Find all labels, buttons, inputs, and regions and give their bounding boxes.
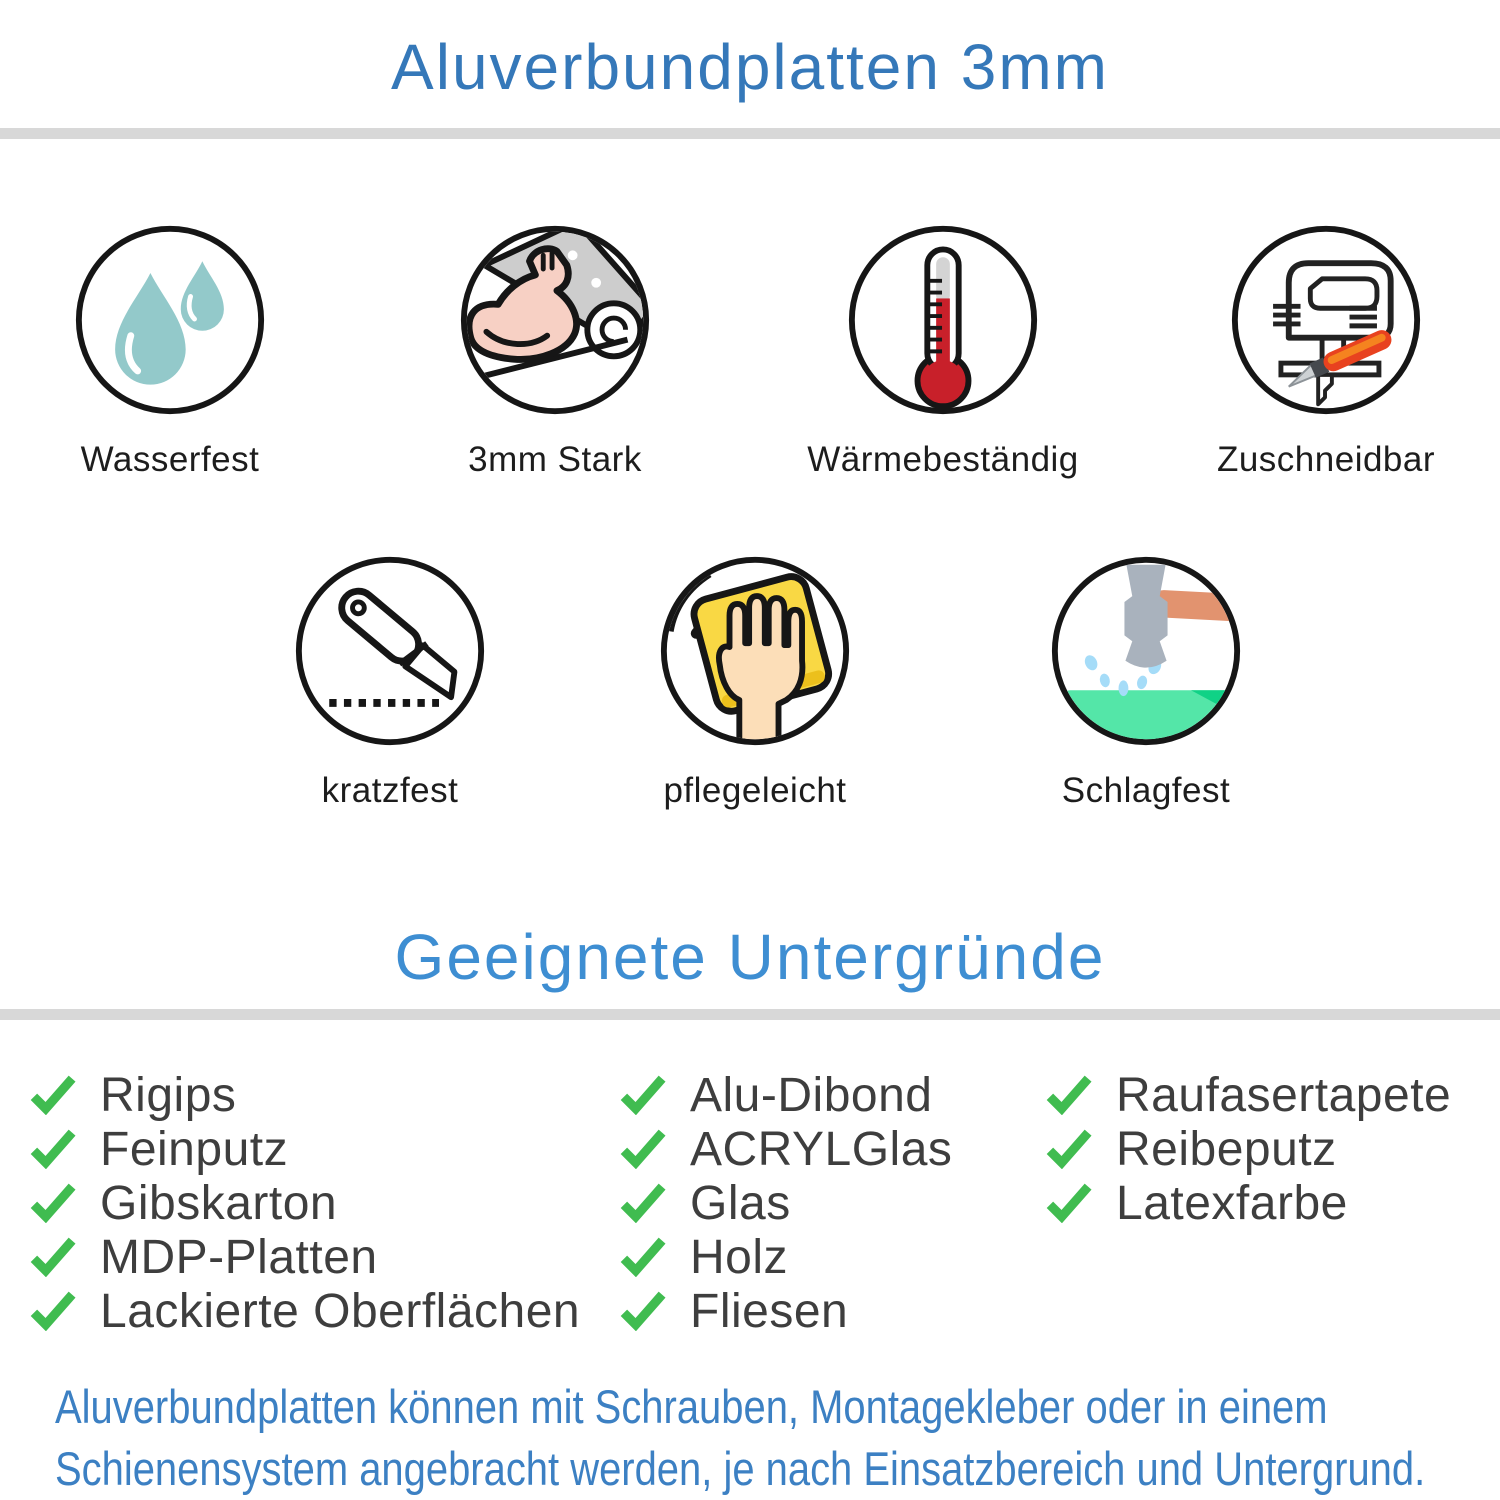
- thermometer-icon: [845, 222, 1041, 418]
- check-icon: [620, 1129, 666, 1169]
- checklist-item: [620, 1230, 952, 1284]
- footer-line-1: Aluverbundplatten können mit Schrauben, Montagekleber oder in einem: [55, 1380, 1328, 1433]
- divider-middle: [0, 1009, 1500, 1020]
- check-icon: [620, 1237, 666, 1277]
- utility-knife-icon: [292, 553, 488, 749]
- divider-top: [0, 128, 1500, 139]
- checklist-item: [30, 1122, 580, 1176]
- section-title-untergruende: Geeignete Untergründe: [394, 921, 1106, 993]
- checklist-item: [30, 1284, 580, 1338]
- checklist-item: [30, 1230, 580, 1284]
- checklist-column-3: [1046, 1068, 1451, 1230]
- page-title: Aluverbundplatten 3mm: [391, 31, 1109, 103]
- substrate-label: Raufasertapete: [1116, 1068, 1452, 1122]
- substrate-label: Fliesen: [690, 1284, 849, 1338]
- feature-item-pflegeleicht: [585, 553, 925, 811]
- substrate-label: Feinputz: [100, 1122, 289, 1176]
- checklist-item: [1046, 1068, 1451, 1122]
- substrate-label: Reibeputz: [1116, 1122, 1337, 1176]
- feature-label: Wasserfest: [80, 440, 260, 479]
- feature-item-schlagfest: [976, 553, 1316, 811]
- muscle-arm-icon: [457, 222, 653, 418]
- feature-label: kratzfest: [321, 771, 459, 810]
- checklist-item: [30, 1068, 580, 1122]
- check-icon: [620, 1183, 666, 1223]
- feature-item-3mm-stark: [385, 222, 725, 480]
- check-icon: [30, 1237, 76, 1277]
- hammer-impact-icon: [1048, 553, 1244, 749]
- substrate-label: Lackierte Oberflächen: [100, 1284, 581, 1338]
- check-icon: [620, 1075, 666, 1115]
- checklist-column-1: [30, 1068, 580, 1338]
- feature-item-zuschneidbar: [1156, 222, 1496, 480]
- substrate-label: Alu-Dibond: [690, 1068, 933, 1122]
- substrate-label: Glas: [690, 1176, 791, 1230]
- substrate-label: ACRYLGlas: [690, 1122, 953, 1176]
- feature-item-wasserfest: [0, 222, 340, 480]
- checklist-column-2: [620, 1068, 952, 1338]
- check-icon: [1046, 1183, 1092, 1223]
- check-icon: [620, 1291, 666, 1331]
- check-icon: [30, 1129, 76, 1169]
- check-icon: [30, 1291, 76, 1331]
- checklist-item: [30, 1176, 580, 1230]
- jigsaw-cutter-icon: [1228, 222, 1424, 418]
- substrate-label: Rigips: [100, 1068, 237, 1122]
- checklist-item: [620, 1068, 952, 1122]
- check-icon: [1046, 1129, 1092, 1169]
- substrate-label: Latexfarbe: [1116, 1176, 1348, 1230]
- feature-label: 3mm Stark: [468, 440, 642, 479]
- feature-label: Wärmebeständig: [807, 440, 1079, 479]
- checklist-item: [620, 1176, 952, 1230]
- substrate-label: Gibskarton: [100, 1176, 338, 1230]
- footer-note: [55, 1376, 1425, 1500]
- feature-label: pflegeleicht: [663, 771, 847, 810]
- checklist-item: [1046, 1122, 1451, 1176]
- water-drops-icon: [72, 222, 268, 418]
- feature-label: Schlagfest: [1061, 771, 1231, 810]
- checklist-item: [1046, 1176, 1451, 1230]
- checklist-item: [620, 1122, 952, 1176]
- footer-line-2: Schienensystem angebracht werden, je nach Einsatzbereich und Untergrund.: [55, 1442, 1426, 1495]
- check-icon: [30, 1075, 76, 1115]
- cleaning-cloth-hand-icon: [657, 553, 853, 749]
- substrate-label: MDP-Platten: [100, 1230, 378, 1284]
- feature-label: Zuschneidbar: [1216, 440, 1436, 479]
- substrate-label: Holz: [690, 1230, 789, 1284]
- feature-item-kratzfest: [220, 553, 560, 811]
- feature-item-waermebestaendig: [773, 222, 1113, 480]
- check-icon: [30, 1183, 76, 1223]
- checklist-item: [620, 1284, 952, 1338]
- check-icon: [1046, 1075, 1092, 1115]
